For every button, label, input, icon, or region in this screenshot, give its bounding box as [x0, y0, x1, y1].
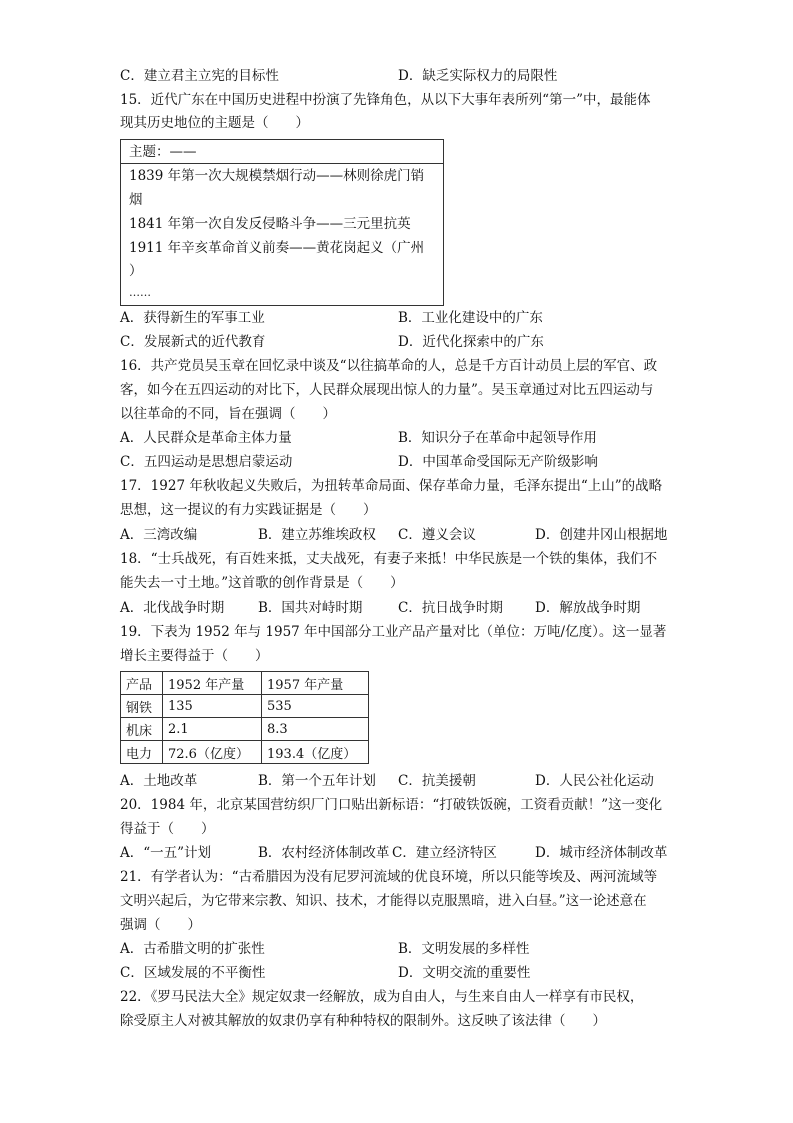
q16-option-d[interactable]: D．中国革命受国际无产阶级影响 [398, 454, 598, 470]
q15-option-b[interactable]: B．工业化建设中的广东 [398, 310, 543, 326]
q18-option-a[interactable]: A．北伐战争时期 [120, 600, 225, 616]
q15-option-d[interactable]: D．近代化探索中的广东 [398, 334, 544, 350]
table-cell: 135 [163, 695, 262, 718]
table-cell: 72.6（亿度） [163, 741, 262, 764]
q15-box-ellipsis: …… [129, 286, 151, 299]
q14-option-d[interactable]: D．缺乏实际权力的局限性 [398, 68, 558, 84]
q16-option-b[interactable]: B．知识分子在革命中起领导作用 [398, 430, 597, 446]
table-header-row [121, 672, 369, 695]
q20-stem-line-1: 20．1984 年，北京某国营纺织厂门口贴出新标语：“打破铁饭碗，工资看贡献！”这一变化 [120, 797, 663, 813]
q21-option-a[interactable]: A．古希腊文明的扩张性 [120, 941, 265, 957]
table-cell: 535 [262, 695, 369, 718]
q18-stem-line-2: 能失去一寸土地。”这首歌的创作背景是（ ） [120, 575, 404, 591]
q21-option-b[interactable]: B．文明发展的多样性 [398, 941, 530, 957]
q19-option-d[interactable]: D．人民公社化运动 [535, 773, 654, 789]
q19-options [120, 771, 680, 791]
table-cell: 2.1 [163, 718, 262, 741]
q20-option-d[interactable]: D．城市经济体制改革 [535, 845, 668, 861]
q15-box-header: 主题：—— [129, 144, 197, 160]
table-row [121, 741, 369, 764]
table-row [121, 695, 369, 718]
q21-options-row-1 [120, 939, 680, 959]
q21-option-d[interactable]: D．文明交流的重要性 [398, 965, 531, 981]
q16-stem-line-3: 以往革命的不同，旨在强调（ ） [120, 406, 336, 422]
q17-option-b[interactable]: B．建立苏维埃政权 [258, 527, 376, 543]
q17-options [120, 525, 680, 545]
q15-box-line-5: ） [129, 263, 143, 279]
q21-stem-line-3: 强调（ ） [120, 917, 201, 933]
q16-options-row-2 [120, 452, 680, 472]
q20-option-b[interactable]: B．农村经济体制改革 [258, 845, 390, 861]
table-cell: 机床 [121, 718, 163, 741]
table-cell: 钢铁 [121, 695, 163, 718]
q15-option-a[interactable]: A．获得新生的军事工业 [120, 310, 265, 326]
q20-options [120, 843, 680, 863]
q21-option-c[interactable]: C．区域发展的不平衡性 [120, 965, 266, 981]
q19-option-c[interactable]: C．抗美援朝 [398, 773, 476, 789]
q17-stem-line-1: 17．1927 年秋收起义失败后，为扭转革命局面、保存革命力量，毛泽东提出“上山”的战略 [120, 478, 663, 494]
q16-option-c[interactable]: C．五四运动是思想启蒙运动 [120, 454, 293, 470]
q15-options-row-2 [120, 332, 680, 352]
q18-option-b[interactable]: B．国共对峙时期 [258, 600, 363, 616]
q20-option-a[interactable]: A．“一五”计划 [120, 845, 212, 861]
q16-options-row-1 [120, 428, 680, 448]
table-header-cell: 1957 年产量 [262, 672, 369, 695]
table-header-cell: 产品 [121, 672, 163, 695]
q18-option-d[interactable]: D．解放战争时期 [535, 600, 641, 616]
table-cell: 193.4（亿度） [262, 741, 369, 764]
q22-stem-line-2: 除受原主人对被其解放的奴隶仍享有种种特权的限制外。这反映了该法律（ ） [120, 1013, 606, 1029]
q14-option-c[interactable]: C．建立君主立宪的目标性 [120, 68, 279, 84]
q15-box-line-4: 1911 年辛亥革命首义前奏——黄花岗起义（广州 [129, 240, 425, 256]
q19-stem-line-2: 增长主要得益于（ ） [120, 648, 269, 664]
q18-options [120, 598, 680, 618]
q21-stem-line-1: 21．有学者认为：“古希腊因为没有尼罗河流域的优良环境，所以只能等埃及、两河流域等 [120, 869, 658, 885]
q22-stem-line-1: 22．《罗马民法大全》规定奴隶一经解放，成为自由人，与生来自由人一样享有市民权， [120, 989, 644, 1005]
q18-option-c[interactable]: C．抗日战争时期 [398, 600, 503, 616]
q20-option-c[interactable]: C．建立经济特区 [392, 845, 497, 861]
table-cell: 电力 [121, 741, 163, 764]
q17-stem-line-2: 思想，这一提议的有力实践证据是（ ） [120, 502, 377, 518]
q21-stem-line-2: 文明兴起后，为它带来宗教、知识、技术，才能得以克服黑暗，进入白昼。”这一论述意在 [120, 893, 647, 909]
q19-stem-line-1: 19．下表为 1952 年与 1957 年中国部分工业产品产量对比（单位：万吨/亿度）。这一显著 [120, 624, 667, 640]
q16-stem-line-2: 客，如今在五四运动的对比下，人民群众展现出惊人的力量”。吴玉章通过对比五四运动与 [120, 382, 654, 398]
q19-production-table [120, 671, 369, 764]
q19-option-b[interactable]: B．第一个五年计划 [258, 773, 376, 789]
q15-option-c[interactable]: C．发展新式的近代教育 [120, 334, 266, 350]
q20-stem-line-2: 得益于（ ） [120, 821, 215, 837]
q15-stem-line-2: 现其历史地位的主题是（ ） [120, 115, 309, 131]
q15-timeline-box [120, 139, 444, 306]
q17-option-d[interactable]: D．创建井冈山根据地 [535, 527, 668, 543]
q17-option-c[interactable]: C．遵义会议 [398, 527, 476, 543]
q15-stem-line-1: 15．近代广东在中国历史进程中扮演了先锋角色，从以下大事年表所列“第一”中，最能体 [120, 92, 651, 108]
q16-option-a[interactable]: A．人民群众是革命主体力量 [120, 430, 292, 446]
table-cell: 8.3 [262, 718, 369, 741]
q15-box-line-3: 1841 年第一次自发反侵略斗争——三元里抗英 [129, 216, 411, 232]
q14-options [120, 66, 680, 86]
q19-option-a[interactable]: A．土地改革 [120, 773, 198, 789]
table-header-cell: 1952 年产量 [163, 672, 262, 695]
q15-options-row-1 [120, 308, 680, 328]
q21-options-row-2 [120, 963, 680, 983]
q16-stem-line-1: 16．共产党员吴玉章在回忆录中谈及“以往搞革命的人，总是千方百计动员上层的军官、政 [120, 358, 658, 374]
q15-box-line-2: 烟 [129, 192, 143, 208]
table-row [121, 718, 369, 741]
q17-option-a[interactable]: A．三湾改编 [120, 527, 198, 543]
q18-stem-line-1: 18．“士兵战死，有百姓来抵，丈夫战死，有妻子来抵！中华民族是一个铁的集体，我们不 [120, 551, 658, 567]
q15-box-line-1: 1839 年第一次大规模禁烟行动——林则徐虎门销 [129, 168, 425, 184]
